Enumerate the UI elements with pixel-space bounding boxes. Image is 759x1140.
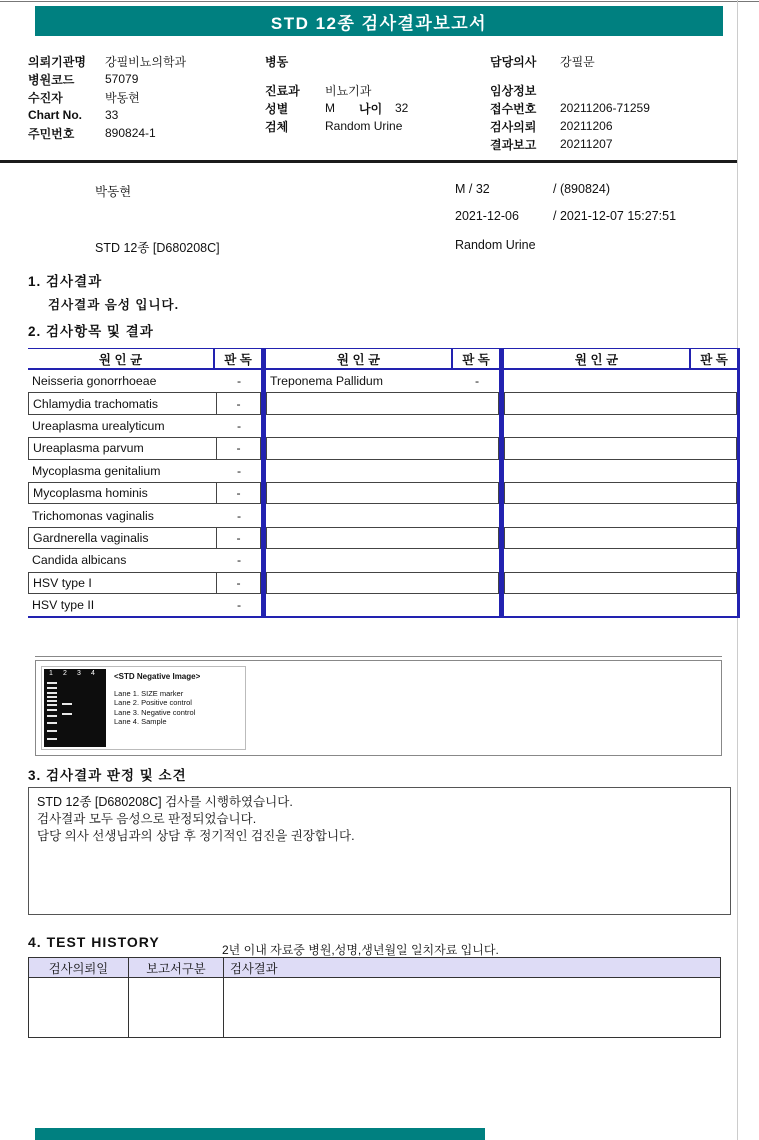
- pathogen-name: [505, 438, 692, 458]
- header-field-label: 담당의사: [490, 54, 537, 69]
- result-row: [266, 527, 499, 549]
- result-value: -: [236, 374, 242, 389]
- pathogen-name: [267, 438, 454, 458]
- result-row: [28, 392, 261, 414]
- header-field: [28, 106, 258, 124]
- header-field-label: 검사의뢰: [490, 119, 537, 134]
- history-col-header: 검사결과: [230, 961, 278, 976]
- pathogen-name: [266, 504, 455, 526]
- table-group-divider: [737, 348, 740, 618]
- result-row: [266, 572, 499, 594]
- gel-band: [47, 722, 57, 724]
- result-value: [692, 393, 736, 413]
- result-row: [28, 594, 261, 616]
- header-field-label: 결과보고: [490, 137, 537, 152]
- results-table: [28, 348, 740, 618]
- result-value: -: [236, 553, 242, 568]
- gel-band: [47, 687, 57, 689]
- history-note: 2년 이내 자료중 병원,성명,생년월일 일치자료 입니다.: [222, 943, 499, 957]
- result-value: [692, 438, 736, 458]
- section2-heading: 2. 검사항목 및 결과: [28, 324, 154, 339]
- history-col-line: [223, 978, 224, 1037]
- pathogen-column-header: 원 인 균: [266, 349, 453, 368]
- header-field-label: Chart No.: [28, 108, 82, 122]
- section1-result-text: 검사결과 음성 입니다.: [48, 298, 180, 312]
- result-row: [28, 572, 261, 594]
- header-field-value: 33: [105, 108, 119, 122]
- result-row: [266, 437, 499, 459]
- gel-electrophoresis-image: [44, 669, 106, 747]
- history-body: [28, 978, 721, 1038]
- header-field: [28, 70, 258, 88]
- pathogen-name: [267, 483, 454, 503]
- gel-lane-number: 2: [63, 670, 67, 677]
- pathogen-name: [267, 573, 454, 593]
- result-value: [455, 594, 499, 616]
- gel-band: [47, 696, 57, 698]
- gel-band: [47, 700, 57, 702]
- result-column-header: 판 독: [700, 352, 728, 367]
- result-row: [266, 370, 499, 392]
- result-row: [504, 392, 737, 414]
- findings-line: 검사결과 모두 음성으로 판정되었습니다.: [37, 812, 257, 826]
- gel-band: [47, 738, 57, 740]
- result-column-header: 판 독: [224, 352, 252, 367]
- request-date: 2021-12-06: [455, 209, 519, 223]
- gel-legend-line: Lane 4. Sample: [114, 717, 167, 726]
- header-col-left: [28, 52, 258, 142]
- header-field-value: 57079: [105, 72, 139, 86]
- result-value: [692, 573, 736, 593]
- pathogen-name: [505, 528, 692, 548]
- result-row: [266, 415, 499, 437]
- pathogen-name: [266, 594, 455, 616]
- result-value: -: [216, 573, 260, 593]
- header-field-label: 접수번호: [490, 101, 537, 116]
- gel-image-box: [35, 660, 722, 756]
- header-field-value: 890824-1: [105, 126, 156, 140]
- result-value: [454, 393, 498, 413]
- header-field-label: 검체: [265, 119, 289, 134]
- pathogen-name: Treponema Pallidum: [270, 374, 384, 389]
- gel-image-panel: [41, 666, 246, 750]
- pathogen-name: [504, 415, 693, 437]
- top-rule: [0, 1, 759, 2]
- result-row: [504, 482, 737, 504]
- pathogen-name: Trichomonas vaginalis: [32, 508, 154, 523]
- result-value: [454, 438, 498, 458]
- result-value: [455, 549, 499, 571]
- result-row: [504, 437, 737, 459]
- result-value: [692, 528, 736, 548]
- history-col-header: 보고서구분: [129, 958, 224, 977]
- pathogen-name: Mycoplasma genitalium: [32, 463, 161, 478]
- pathogen-name: [266, 415, 455, 437]
- header-col-middle: [265, 52, 485, 135]
- report-title: STD 12종 검사결과보고서: [270, 13, 488, 33]
- result-value: [692, 483, 736, 503]
- result-row: [28, 482, 261, 504]
- result-value: -: [236, 508, 242, 523]
- pathogen-name: [505, 573, 692, 593]
- header-field: [490, 81, 737, 99]
- pathogen-name: [504, 460, 693, 482]
- header-field-label: 주민번호: [28, 126, 75, 141]
- pathogen-name: [504, 594, 693, 616]
- gel-legend: [114, 672, 200, 727]
- header-field-label: 성별: [265, 101, 289, 116]
- header-field-value: 20211206: [560, 119, 613, 133]
- results-group-header: [28, 348, 261, 370]
- results-group-header: [266, 348, 499, 370]
- result-value: -: [216, 483, 260, 503]
- result-value: -: [236, 418, 242, 433]
- pathogen-name: HSV type I: [33, 575, 92, 590]
- pathogen-name: [505, 393, 692, 413]
- pathogen-name: Ureaplasma parvum: [33, 441, 144, 456]
- result-row: [504, 549, 737, 571]
- header-field-label: 수진자: [28, 90, 63, 105]
- gel-band: [47, 692, 57, 694]
- header-field-value: 강필문: [560, 54, 595, 69]
- result-row: [266, 482, 499, 504]
- result-row: [28, 504, 261, 526]
- patient-birth: / (890824): [553, 182, 610, 196]
- header-divider-rule: [0, 160, 737, 163]
- result-row: [504, 594, 737, 616]
- header-field-value: Random Urine: [325, 119, 403, 133]
- result-value: -: [216, 438, 260, 458]
- pathogen-name: [504, 370, 693, 392]
- pathogen-name: Candida albicans: [32, 553, 127, 568]
- section1-heading: 1. 검사결과: [28, 274, 103, 289]
- result-column-header: 판 독: [462, 352, 490, 367]
- gel-lane-number: 1: [49, 670, 53, 677]
- specimen-type: Random Urine: [455, 238, 536, 252]
- result-value: -: [236, 598, 242, 613]
- result-value: [693, 594, 737, 616]
- header-field: [490, 99, 737, 117]
- patient-sex-age: M / 32: [455, 182, 490, 196]
- result-value: [693, 370, 737, 392]
- result-row: [266, 594, 499, 616]
- result-row: [266, 504, 499, 526]
- findings-line: 담당 의사 선생님과의 상담 후 정기적인 검진을 권장합니다.: [37, 829, 355, 843]
- header-field-label: 병원코드: [28, 72, 75, 87]
- result-value: -: [216, 393, 260, 413]
- header-col-right: [490, 52, 737, 153]
- result-row: [28, 549, 261, 571]
- header-field: [265, 99, 485, 117]
- findings-line: STD 12종 [D680208C] 검사를 시행하였습니다.: [37, 795, 293, 809]
- gel-legend-line: Lane 3. Negative control: [114, 707, 196, 717]
- result-value: -: [236, 463, 242, 478]
- pathogen-name: Neisseria gonorrhoeae: [32, 374, 157, 389]
- gel-band: [47, 709, 57, 711]
- gel-lane-number: 3: [77, 670, 81, 677]
- header-field-value: 박동현: [105, 90, 140, 105]
- gel-legend-lines: [114, 689, 200, 727]
- result-row: [504, 504, 737, 526]
- result-row: [504, 415, 737, 437]
- result-row: [266, 392, 499, 414]
- test-history-table: [28, 957, 721, 1038]
- pathogen-name: [505, 483, 692, 503]
- result-row: [504, 527, 737, 549]
- gel-band: [47, 704, 57, 706]
- footer-teal-bar: [35, 1128, 485, 1140]
- pathogen-name: [267, 393, 454, 413]
- result-value: -: [474, 374, 480, 389]
- header-field: [265, 117, 485, 135]
- section4-heading: 4. TEST HISTORY: [28, 934, 160, 950]
- test-name: STD 12종 [D680208C]: [95, 241, 220, 255]
- pathogen-name: Mycoplasma hominis: [33, 486, 148, 501]
- header-field: [490, 135, 737, 153]
- header-field-value: 비뇨기과: [325, 83, 372, 98]
- history-col-header: 검사의뢰일: [29, 958, 129, 977]
- gel-lane-number: 4: [91, 670, 95, 677]
- header-field: [265, 52, 485, 70]
- result-row: [266, 549, 499, 571]
- pathogen-name: Chlamydia trachomatis: [33, 396, 159, 411]
- header-field-label: 나이: [359, 101, 383, 116]
- pathogen-name: [267, 528, 454, 548]
- result-row: [266, 460, 499, 482]
- history-col-line: [128, 978, 129, 1037]
- result-value: [454, 483, 498, 503]
- header-field: [265, 81, 485, 99]
- result-row: [28, 370, 261, 392]
- pathogen-column-header: 원 인 균: [28, 349, 215, 368]
- result-row: [28, 437, 261, 459]
- result-value: [455, 460, 499, 482]
- result-row: [504, 572, 737, 594]
- pathogen-name: [504, 504, 693, 526]
- result-value: [455, 504, 499, 526]
- header-field-value: 20211206-71259: [560, 101, 650, 115]
- gel-legend-line: Lane 1. SIZE marker: [114, 688, 184, 698]
- gel-band: [62, 703, 72, 705]
- findings-box: [28, 787, 731, 915]
- result-row: [504, 370, 737, 392]
- header-field: [28, 52, 258, 70]
- header-field-label: 진료과: [265, 83, 300, 98]
- header-field-label: 의뢰기관명: [28, 54, 86, 69]
- result-value: [693, 504, 737, 526]
- result-value: [455, 415, 499, 437]
- gel-band: [47, 682, 57, 684]
- pathogen-column-header: 원 인 균: [504, 349, 691, 368]
- header-field: [490, 117, 737, 135]
- result-value: [693, 549, 737, 571]
- section3-heading: 3. 검사결과 판정 및 소견: [28, 768, 187, 783]
- result-value: [454, 573, 498, 593]
- report-title-bar: [35, 6, 723, 36]
- header-field: [490, 52, 737, 70]
- result-row: [504, 460, 737, 482]
- header-field: [28, 88, 258, 106]
- result-value: [454, 528, 498, 548]
- history-header-row: [28, 957, 721, 978]
- pathogen-name: Ureaplasma urealyticum: [32, 418, 165, 433]
- results-group-header: [504, 348, 737, 370]
- result-value: -: [216, 528, 260, 548]
- header-field-value: 20211207: [560, 137, 613, 151]
- header-field-value: 32: [395, 101, 409, 115]
- gel-band: [47, 715, 57, 717]
- gel-band: [47, 730, 57, 732]
- result-value: [693, 415, 737, 437]
- gel-title: <STD Negative Image>: [114, 672, 201, 681]
- result-row: [28, 415, 261, 437]
- result-value: [693, 460, 737, 482]
- gel-legend-line: Lane 2. Positive control: [114, 698, 192, 707]
- pathogen-name: HSV type II: [32, 598, 95, 613]
- gel-band: [62, 713, 72, 715]
- report-datetime: / 2021-12-07 15:27:51: [553, 209, 677, 223]
- header-field-label: 임상정보: [490, 83, 537, 98]
- pathogen-name: [266, 460, 455, 482]
- result-row: [28, 460, 261, 482]
- header-field-value: M: [325, 101, 335, 115]
- patient-name: 박동현: [95, 185, 132, 199]
- header-field-label: 병동: [265, 54, 289, 69]
- header-field-value: 강필비뇨의학과: [105, 54, 187, 69]
- results-group: [504, 348, 737, 618]
- pathogen-name: Gardnerella vaginalis: [33, 530, 149, 545]
- result-row: [28, 527, 261, 549]
- pathogen-name: [504, 549, 693, 571]
- pathogen-name: [266, 549, 455, 571]
- results-group: [28, 348, 261, 618]
- results-group: [266, 348, 499, 618]
- header-field: [28, 124, 258, 142]
- gel-box-topline: [35, 656, 722, 657]
